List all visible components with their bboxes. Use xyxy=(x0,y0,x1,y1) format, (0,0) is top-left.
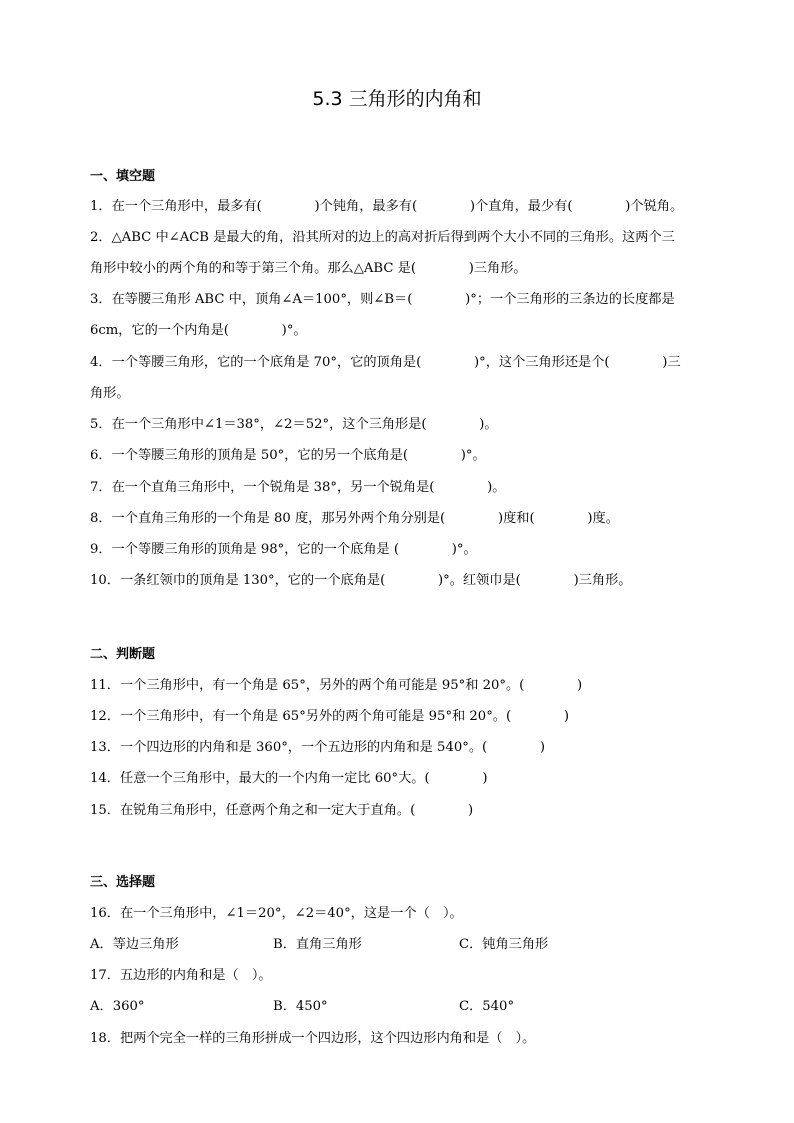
question-12: 12．一个三角形中，有一个角是 65°另外的两个角可能是 95°和 20°。( ) xyxy=(90,709,570,724)
question-3-line-1: 3．在等腰三角形 ABC 中，顶角∠A＝100°，则∠B＝( )°；一个三角形的三条边的长度都是 xyxy=(90,292,675,307)
question-17-option-b: B．450° xyxy=(273,999,328,1014)
question-16-option-b: B．直角三角形 xyxy=(273,937,362,952)
question-6: 6．一个等腰三角形的顶角是 50°，它的另一个底角是( )°。 xyxy=(90,448,486,463)
question-2-line-1: 2．△ABC 中∠ACB 是最大的角，沿其所对的边上的高对折后得到两个大小不同的三角形。这两个三 xyxy=(90,230,675,245)
section-heading-fill-blank: 一、填空题 xyxy=(90,169,156,184)
section-heading-choice: 三、选择题 xyxy=(90,875,156,890)
question-17-option-a: A．360° xyxy=(90,999,145,1014)
page-title: 5.3 三角形的内角和 xyxy=(312,88,482,110)
question-11: 11．一个三角形中，有一个角是 65°，另外的两个角可能是 95°和 20°。( ) xyxy=(90,678,583,693)
question-16: 16．在一个三角形中，∠1＝20°，∠2＝40°，这是一个（ ）。 xyxy=(90,906,463,921)
question-4-line-1: 4．一个等腰三角形，它的一个底角是 70°，它的顶角是( )°，这个三角形还是个( )三 xyxy=(90,355,681,370)
question-17: 17．五边形的内角和是（ ）。 xyxy=(90,968,272,983)
question-10: 10．一条红领巾的顶角是 130°，它的一个底角是( )°。红领巾是( )三角形。 xyxy=(90,573,632,588)
section-heading-true-false: 二、判断题 xyxy=(90,647,156,662)
question-16-option-a: A．等边三角形 xyxy=(90,937,179,952)
question-18: 18．把两个完全一样的三角形拼成一个四边形，这个四边形内角和是（ ）。 xyxy=(90,1031,536,1046)
question-17-option-c: C．540° xyxy=(459,999,515,1014)
question-8: 8．一个直角三角形的一个角是 80 度，那另外两个角分别是( )度和( )度。 xyxy=(90,511,619,526)
question-13: 13．一个四边形的内角和是 360°，一个五边形的内角和是 540°。( ) xyxy=(90,740,546,755)
question-5: 5．在一个三角形中∠1＝38°，∠2＝52°，这个三角形是( )。 xyxy=(90,417,498,432)
question-1: 1．在一个三角形中，最多有( )个钝角，最多有( )个直角，最少有( )个锐角。 xyxy=(90,199,684,214)
question-15: 15．在锐角三角形中，任意两个角之和一定大于直角。( ) xyxy=(90,803,474,818)
question-7: 7．在一个直角三角形中，一个锐角是 38°，另一个锐角是( )。 xyxy=(90,480,506,495)
question-2-line-2: 角形中较小的两个角的和等于第三个角。那么△ABC 是( )三角形。 xyxy=(90,261,527,276)
question-14: 14．任意一个三角形中，最大的一个内角一定比 60°大。( ) xyxy=(90,771,488,786)
question-4-line-2: 角形。 xyxy=(90,386,130,401)
question-3-line-2: 6cm，它的一个内角是( )°。 xyxy=(90,323,307,338)
question-16-option-c: C．钝角三角形 xyxy=(459,937,549,952)
question-9: 9．一个等腰三角形的顶角是 98°，它的一个底角是 ( )°。 xyxy=(90,542,477,557)
